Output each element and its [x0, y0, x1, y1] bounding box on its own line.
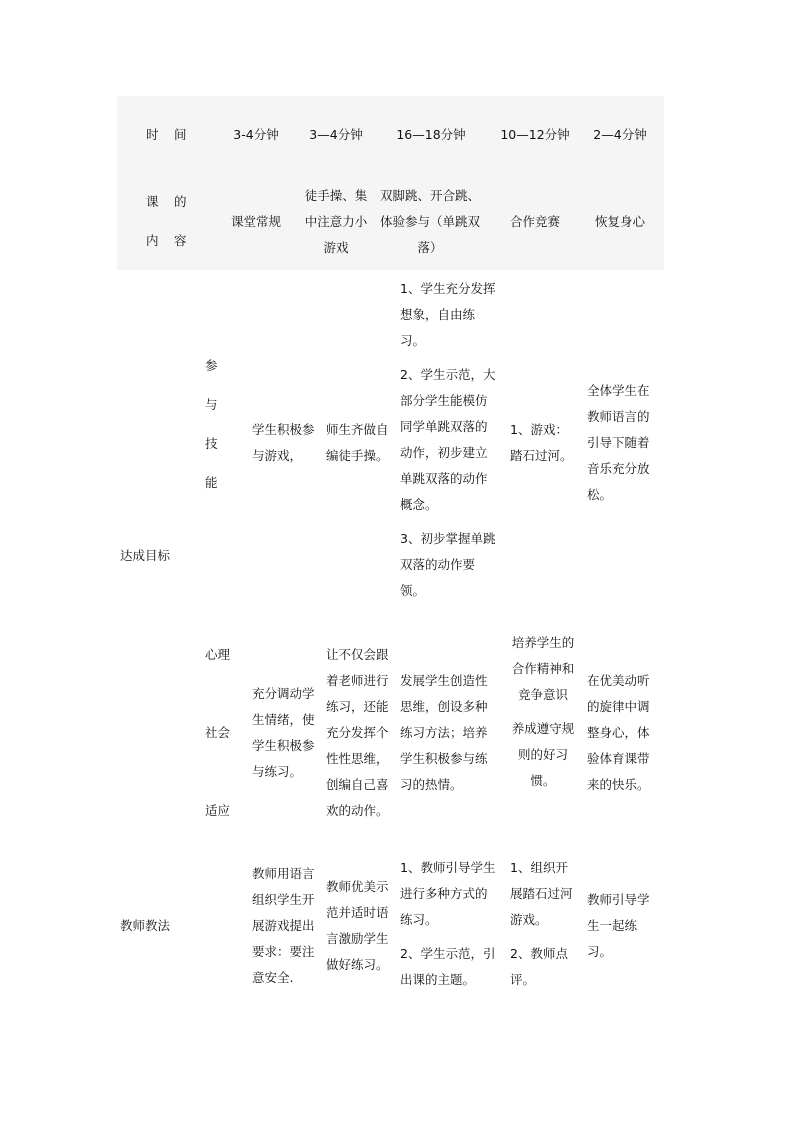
cell-line: 音乐充分放 — [587, 461, 650, 476]
cell-line: 学生积极参 — [252, 422, 315, 437]
cell-line: 在优美动听 — [587, 673, 650, 688]
skill-label-char: 技 — [205, 436, 218, 451]
cell-line: 想象，自由练 — [400, 307, 476, 322]
cell-line: 出课的主题。 — [400, 972, 476, 987]
time-label-1: 时 — [146, 127, 159, 142]
cell-line: 竞争意识 — [517, 687, 568, 702]
content-cell-3 — [376, 183, 484, 261]
skill-cell-1 — [252, 417, 324, 469]
content-line: 徒手操、集 — [304, 188, 368, 203]
cell-line: 发展学生创造性 — [400, 673, 488, 688]
cell-line: 同学单跳双落的 — [400, 419, 488, 434]
cell-line: 进行多种方式的 — [400, 886, 488, 901]
skill-cell-5 — [587, 378, 659, 508]
cell-line: 意安全. — [252, 970, 294, 985]
cell-line: 习。 — [400, 333, 426, 348]
cell-line: 惯。 — [530, 773, 556, 788]
content-line: 双脚跳、开合跳、 — [379, 188, 480, 203]
cell-line: 生情绪，使 — [252, 712, 315, 727]
content-line: 游戏 — [323, 240, 349, 255]
content-cell-2 — [298, 183, 374, 261]
cell-line: 双落的动作要 — [400, 557, 476, 572]
cell-line: 游戏。 — [510, 912, 548, 927]
cell-line: 展游戏提出 — [252, 918, 315, 933]
cell-line: 来的快乐。 — [587, 777, 650, 792]
social-label-word: 适应 — [205, 803, 231, 818]
skill-cell-4 — [510, 417, 582, 469]
cell-line: 学生积极参 — [252, 738, 315, 753]
time-cell-5: 2—4分钟 — [593, 127, 647, 142]
cell-line: 2、学生示范，大 — [400, 367, 496, 382]
time-cell-4: 10—12分钟 — [500, 127, 570, 142]
content-cell-4: 合作竞赛 — [509, 214, 560, 229]
content-label-4: 容 — [174, 233, 187, 248]
cell-line: 思维，创设多种 — [400, 699, 488, 714]
method-cell-2 — [326, 874, 394, 978]
content-cell-1: 课堂常规 — [230, 214, 281, 229]
cell-line: 与游戏， — [252, 448, 303, 463]
content-label-3: 内 — [146, 233, 159, 248]
social-cell-3 — [400, 668, 504, 798]
cell-line: 要求：要注 — [252, 944, 315, 959]
cell-line: 部分学生能模仿 — [400, 393, 488, 408]
social-cell-4 — [505, 630, 581, 794]
cell-line: 生一起练 — [587, 918, 638, 933]
cell-line: 1、学生充分发挥 — [400, 281, 496, 296]
cell-line: 与练习。 — [252, 764, 303, 779]
social-cell-2 — [326, 642, 394, 824]
cell-line: 全体学生在 — [587, 383, 650, 398]
cell-line: 师生齐做自 — [326, 422, 389, 437]
cell-line: 组织学生开 — [252, 892, 315, 907]
cell-line: 概念。 — [400, 497, 438, 512]
skill-label-char: 参 — [205, 358, 218, 373]
cell-line: 领。 — [400, 583, 426, 598]
cell-line: 充分调动学 — [252, 686, 315, 701]
cell-line: 1、组织开 — [510, 860, 568, 875]
time-cell-2: 3—4分钟 — [309, 127, 363, 142]
time-cell-3: 16—18分钟 — [396, 127, 466, 142]
cell-line: 范并适时语 — [326, 905, 389, 920]
cell-line: 则的好习 — [517, 747, 568, 762]
skill-label-char: 与 — [205, 397, 218, 412]
cell-line: 2、学生示范，引 — [400, 946, 496, 961]
skill-cell-2 — [326, 417, 394, 469]
method-cell-5 — [587, 887, 659, 965]
content-label-1: 课 — [146, 194, 159, 209]
cell-line: 的旋律中调 — [587, 699, 650, 714]
cell-line: 验体育课带 — [587, 751, 650, 766]
cell-line: 教师用语言 — [252, 866, 315, 881]
social-cell-5 — [587, 668, 659, 798]
cell-line: 1、游戏： — [510, 422, 568, 437]
cell-line: 习的热情。 — [400, 777, 463, 792]
time-label-2: 间 — [174, 127, 187, 142]
cell-line: 合作精神和 — [511, 661, 575, 676]
cell-line: 3、初步掌握单跳 — [400, 531, 496, 546]
cell-line: 培养学生的 — [511, 635, 575, 650]
goals-label: 达成目标 — [120, 548, 171, 563]
cell-line: 教师引导学 — [587, 892, 650, 907]
cell-line: 练习，还能 — [326, 699, 389, 714]
cell-line: 松。 — [587, 487, 613, 502]
cell-line: 整身心，体 — [587, 725, 650, 740]
cell-line: 练习。 — [400, 912, 438, 927]
social-label-word: 心理 — [205, 647, 231, 662]
cell-line: 引导下随着 — [587, 435, 650, 450]
cell-line: 性性思维， — [326, 751, 389, 766]
cell-line: 养成遵守规 — [511, 721, 575, 736]
cell-line: 2、教师点 — [510, 946, 568, 961]
cell-line: 动作，初步建立 — [400, 445, 488, 460]
skill-label-char: 能 — [205, 475, 218, 490]
cell-line: 踏石过河。 — [510, 448, 573, 463]
cell-line: 展踏石过河 — [510, 886, 573, 901]
cell-line: 单跳双落的动作 — [400, 471, 488, 486]
social-label-word: 社会 — [205, 725, 231, 740]
cell-line: 1、教师引导学生 — [400, 860, 496, 875]
cell-line: 学生积极参与练 — [400, 751, 488, 766]
time-cell-1: 3-4分钟 — [233, 127, 279, 142]
method-cell-4 — [510, 855, 586, 993]
cell-line: 创编自己喜 — [326, 777, 389, 792]
content-line: 中注意力小 — [304, 214, 368, 229]
social-cell-1 — [252, 681, 324, 785]
method-cell-3 — [400, 855, 504, 993]
cell-line: 编徒手操。 — [326, 448, 389, 463]
cell-line: 做好练习。 — [326, 957, 389, 972]
cell-line: 着老师进行 — [326, 673, 389, 688]
content-cell-5: 恢复身心 — [594, 214, 645, 229]
method-cell-1 — [252, 861, 324, 991]
cell-line: 让不仅会跟 — [326, 647, 389, 662]
cell-line: 教师优美示 — [326, 879, 389, 894]
cell-line: 评。 — [510, 972, 536, 987]
content-label-2: 的 — [174, 194, 187, 209]
cell-line: 习。 — [587, 944, 613, 959]
cell-line: 练习方法；培养 — [400, 725, 488, 740]
content-line: 体验参与（单跳双 — [379, 214, 480, 229]
content-line: 落） — [417, 240, 443, 255]
cell-line: 言激励学生 — [326, 931, 389, 946]
cell-line: 欢的动作。 — [326, 803, 389, 818]
cell-line: 充分发挥个 — [326, 725, 389, 740]
method-label: 教师教法 — [120, 918, 171, 933]
skill-cell-3 — [400, 276, 504, 604]
cell-line: 教师语言的 — [587, 409, 650, 424]
